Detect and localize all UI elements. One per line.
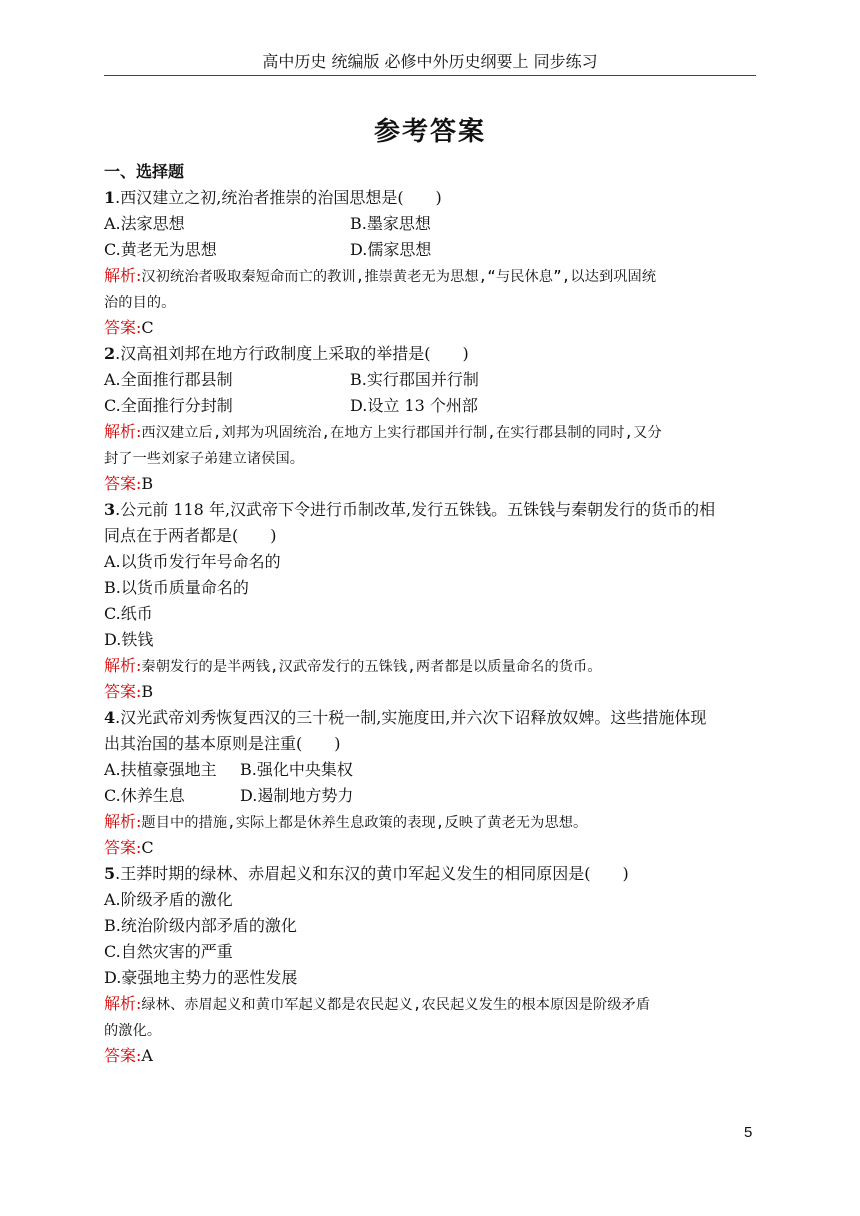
question-stem-text: .公元前 118 年,汉武帝下令进行币制改革,发行五铢钱。五铢钱与秦朝发行的货币的相 — [115, 500, 716, 519]
question-stem — [104, 341, 756, 367]
option-row — [104, 887, 756, 913]
explanation-text: 题目中的措施,实际上都是休养生息政策的表现,反映了黄老无为思想。 — [141, 815, 588, 831]
option-row — [104, 393, 756, 419]
option-row — [104, 211, 756, 237]
answer-value: A — [141, 1046, 153, 1065]
question-stem — [104, 185, 756, 211]
option-item: A.全面推行郡县制 — [104, 370, 233, 389]
option-item: D.铁钱 — [104, 630, 154, 649]
option-item: D.儒家思想 — [350, 240, 432, 259]
question-stem — [104, 731, 756, 757]
option-row — [104, 237, 756, 263]
option-item: C.自然灾害的严重 — [104, 942, 233, 961]
answer-value: C — [141, 838, 154, 857]
question-stem-text: .西汉建立之初,统治者推崇的治国思想是( ) — [115, 188, 442, 207]
answer-value: B — [141, 474, 154, 493]
question-item — [104, 341, 756, 497]
answer-label: 答案: — [104, 838, 142, 857]
question-stem — [104, 523, 756, 549]
option-row — [104, 783, 756, 809]
question-number: 1 — [104, 188, 116, 207]
option-item: B.强化中央集权 — [240, 760, 353, 779]
question-stem — [104, 497, 756, 523]
option-row — [104, 601, 756, 627]
answer-label: 答案: — [104, 474, 142, 493]
explanation-line — [104, 263, 756, 289]
explanation-label: 解析: — [104, 266, 142, 285]
option-item: C.纸币 — [104, 604, 153, 623]
explanation-line — [104, 991, 756, 1017]
page-number: 5 — [744, 1124, 753, 1141]
answer-value: C — [141, 318, 154, 337]
question-stem-text: 同点在于两者都是( ) — [104, 526, 277, 545]
option-item: B.以货币质量命名的 — [104, 578, 249, 597]
explanation-line — [104, 653, 756, 679]
option-row — [104, 913, 756, 939]
explanation-line — [104, 289, 756, 315]
option-item: A.扶植豪强地主 — [104, 760, 217, 779]
answer-line — [104, 679, 756, 705]
option-row — [104, 757, 756, 783]
question-stem — [104, 861, 756, 887]
option-item: A.阶级矛盾的激化 — [104, 890, 233, 909]
question-stem-text: .汉高祖刘邦在地方行政制度上采取的举措是( ) — [115, 344, 469, 363]
answer-line — [104, 835, 756, 861]
option-item: D.设立 13 个州部 — [350, 396, 478, 415]
option-item: C.休养生息 — [104, 786, 185, 805]
option-row — [104, 549, 756, 575]
explanation-text: 西汉建立后,刘邦为巩固统治,在地方上实行郡国并行制,在实行郡县制的同时,又分 — [141, 425, 662, 441]
option-row — [104, 575, 756, 601]
question-stem-text: 出其治国的基本原则是注重( ) — [104, 734, 341, 753]
explanation-text: 封了一些刘家子弟建立诸侯国。 — [104, 451, 305, 467]
answer-label: 答案: — [104, 1046, 142, 1065]
option-row — [104, 939, 756, 965]
option-item: C.全面推行分封制 — [104, 396, 233, 415]
explanation-label: 解析: — [104, 812, 142, 831]
question-item — [104, 497, 756, 705]
question-number: 3 — [104, 500, 116, 519]
explanation-line — [104, 1017, 756, 1043]
explanation-label: 解析: — [104, 656, 142, 675]
section-title: 一、选择题 — [104, 162, 185, 181]
option-item: B.墨家思想 — [350, 214, 431, 233]
explanation-text: 汉初统治者吸取秦短命而亡的教训,推崇黄老无为思想,“与民休息”,以达到巩固统 — [141, 269, 657, 285]
answer-content — [104, 159, 756, 1069]
answer-label: 答案: — [104, 318, 142, 337]
option-item: B.统治阶级内部矛盾的激化 — [104, 916, 297, 935]
question-stem-text: .王莽时期的绿林、赤眉起义和东汉的黄巾军起义发生的相同原因是( ) — [115, 864, 629, 883]
page-title: 参考答案 — [373, 117, 486, 147]
explanation-text: 绿林、赤眉起义和黄巾军起义都是农民起义,农民起义发生的根本原因是阶级矛盾 — [141, 997, 651, 1013]
option-row — [104, 965, 756, 991]
explanation-label: 解析: — [104, 994, 142, 1013]
explanation-text: 的激化。 — [104, 1023, 162, 1039]
explanation-label: 解析: — [104, 422, 142, 441]
question-list — [104, 185, 756, 1069]
question-stem-text: .汉光武帝刘秀恢复西汉的三十税一制,实施度田,并六次下诏释放奴婢。这些措施体现 — [115, 708, 707, 727]
question-stem — [104, 705, 756, 731]
answer-line — [104, 471, 756, 497]
option-row — [104, 627, 756, 653]
option-row — [104, 367, 756, 393]
option-item: D.遏制地方势力 — [240, 786, 354, 805]
explanation-text: 秦朝发行的是半两钱,汉武帝发行的五铢钱,两者都是以质量命名的货币。 — [141, 659, 602, 675]
page-header: 高中历史 统编版 必修中外历史纲要上 同步练习 — [262, 52, 598, 71]
header-divider — [104, 75, 756, 76]
question-number: 4 — [104, 708, 116, 727]
question-number: 2 — [104, 344, 116, 363]
answer-label: 答案: — [104, 682, 142, 701]
answer-value: B — [141, 682, 154, 701]
answer-line — [104, 315, 756, 341]
explanation-text: 治的目的。 — [104, 295, 176, 311]
question-item — [104, 705, 756, 861]
explanation-line — [104, 445, 756, 471]
option-item: D.豪强地主势力的恶性发展 — [104, 968, 298, 987]
explanation-line — [104, 419, 756, 445]
option-item: A.法家思想 — [104, 214, 185, 233]
option-item: B.实行郡国并行制 — [350, 370, 479, 389]
answer-line — [104, 1043, 756, 1069]
option-item: A.以货币发行年号命名的 — [104, 552, 281, 571]
explanation-line — [104, 809, 756, 835]
option-item: C.黄老无为思想 — [104, 240, 217, 259]
question-item — [104, 185, 756, 341]
question-item — [104, 861, 756, 1069]
question-number: 5 — [104, 864, 116, 883]
